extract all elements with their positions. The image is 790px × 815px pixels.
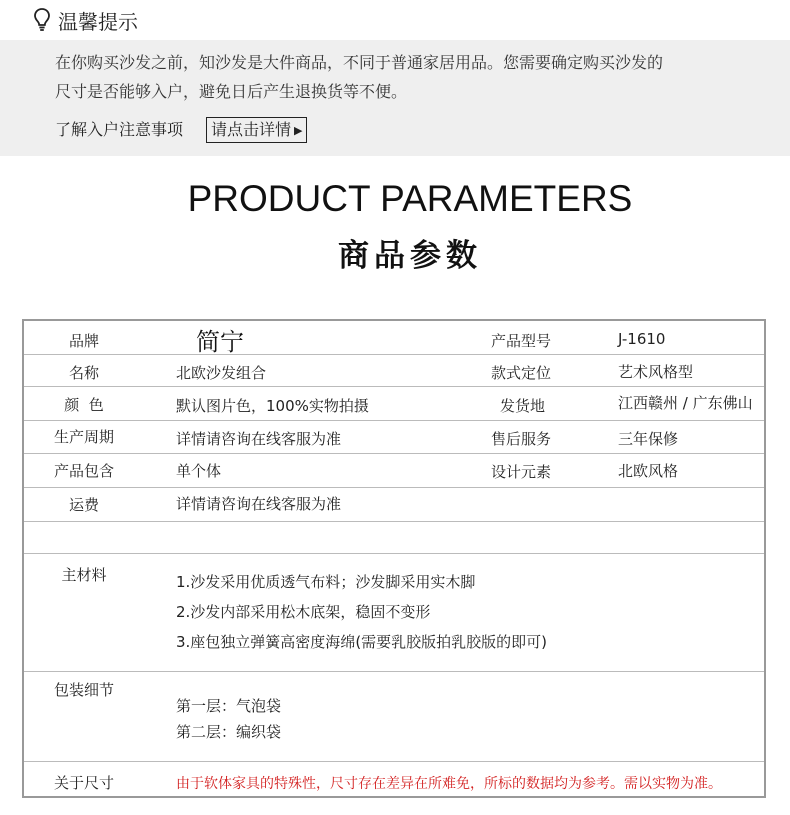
param-label-model: 产品型号 — [491, 332, 552, 350]
table-divider — [24, 420, 764, 421]
packing-item: 第一层：气泡袋 — [176, 697, 282, 715]
param-label-color: 颜 色 — [64, 396, 104, 414]
table-divider — [24, 354, 764, 355]
param-label-design: 设计元素 — [491, 463, 552, 481]
size-disclaimer: 由于软体家具的特殊性，尺寸存在差异在所难免，所标的数据均为参考。需以实物为准。 — [176, 776, 722, 792]
param-label-material: 主材料 — [61, 566, 107, 584]
hero-title-cn: 商品参数 — [338, 238, 482, 274]
details-link-button[interactable] — [206, 117, 307, 143]
table-divider — [24, 453, 764, 454]
param-label-size: 关于尺寸 — [53, 774, 114, 792]
hero-title-en: PRODUCT PARAMETERS — [187, 178, 633, 219]
entry-notes-label: 了解入户注意事项 — [55, 120, 184, 139]
param-label-style: 款式定位 — [491, 364, 552, 382]
param-label-name: 名称 — [68, 364, 99, 382]
packing-item: 第二层：编织袋 — [176, 723, 282, 741]
param-value-design: 北欧风格 — [618, 462, 679, 480]
product-parameter-table — [22, 319, 766, 798]
details-link-label: 请点击详情 — [211, 120, 292, 139]
lightbulb-icon — [33, 7, 51, 33]
param-value-shipping-fee: 详情请咨询在线客服为准 — [176, 495, 342, 513]
param-value-color: 默认图片色，100%实物拍摄 — [176, 397, 369, 415]
param-label-ship-from: 发货地 — [500, 397, 546, 415]
table-divider — [24, 671, 764, 672]
param-value-brand: 简宁 — [196, 328, 244, 356]
tip-box — [0, 40, 790, 156]
table-divider — [24, 553, 764, 554]
table-divider — [24, 761, 764, 762]
param-value-style: 艺术风格型 — [618, 363, 694, 381]
param-value-production: 详情请咨询在线客服为准 — [176, 430, 342, 448]
material-item: 3.座包独立弹簧高密度海绵(需要乳胶版拍乳胶版的即可) — [176, 633, 548, 651]
param-label-includes: 产品包含 — [53, 462, 114, 480]
table-divider — [24, 487, 764, 488]
tip-text — [55, 48, 755, 106]
tip-text-line-1: 在你购买沙发之前，知沙发是大件商品，不同于普通家居用品。您需要确定购买沙发的 — [55, 53, 664, 72]
param-label-brand: 品牌 — [68, 332, 99, 350]
param-value-includes: 单个体 — [176, 462, 222, 480]
param-label-after-sales: 售后服务 — [491, 430, 552, 448]
play-arrow-icon: ▶ — [294, 124, 303, 137]
param-value-name: 北欧沙发组合 — [176, 364, 267, 382]
table-divider — [24, 386, 764, 387]
tip-text-line-2: 尺寸是否能够入户，避免日后产生退换货等不便。 — [55, 82, 408, 101]
param-label-packing: 包装细节 — [53, 681, 114, 699]
param-value-after-sales: 三年保修 — [618, 430, 679, 448]
material-item: 2.沙发内部采用松木底架，稳固不变形 — [176, 603, 431, 621]
param-label-production: 生产周期 — [53, 428, 114, 446]
tip-title: 温馨提示 — [58, 10, 138, 34]
param-value-ship-from: 江西赣州 / 广东佛山 — [618, 394, 753, 412]
material-item: 1.沙发采用优质透气布料；沙发脚采用实木脚 — [176, 573, 476, 591]
param-value-model: J-1610 — [618, 330, 666, 348]
tip-header — [0, 0, 790, 40]
param-label-shipping-fee: 运费 — [68, 496, 99, 514]
table-divider — [24, 521, 764, 522]
